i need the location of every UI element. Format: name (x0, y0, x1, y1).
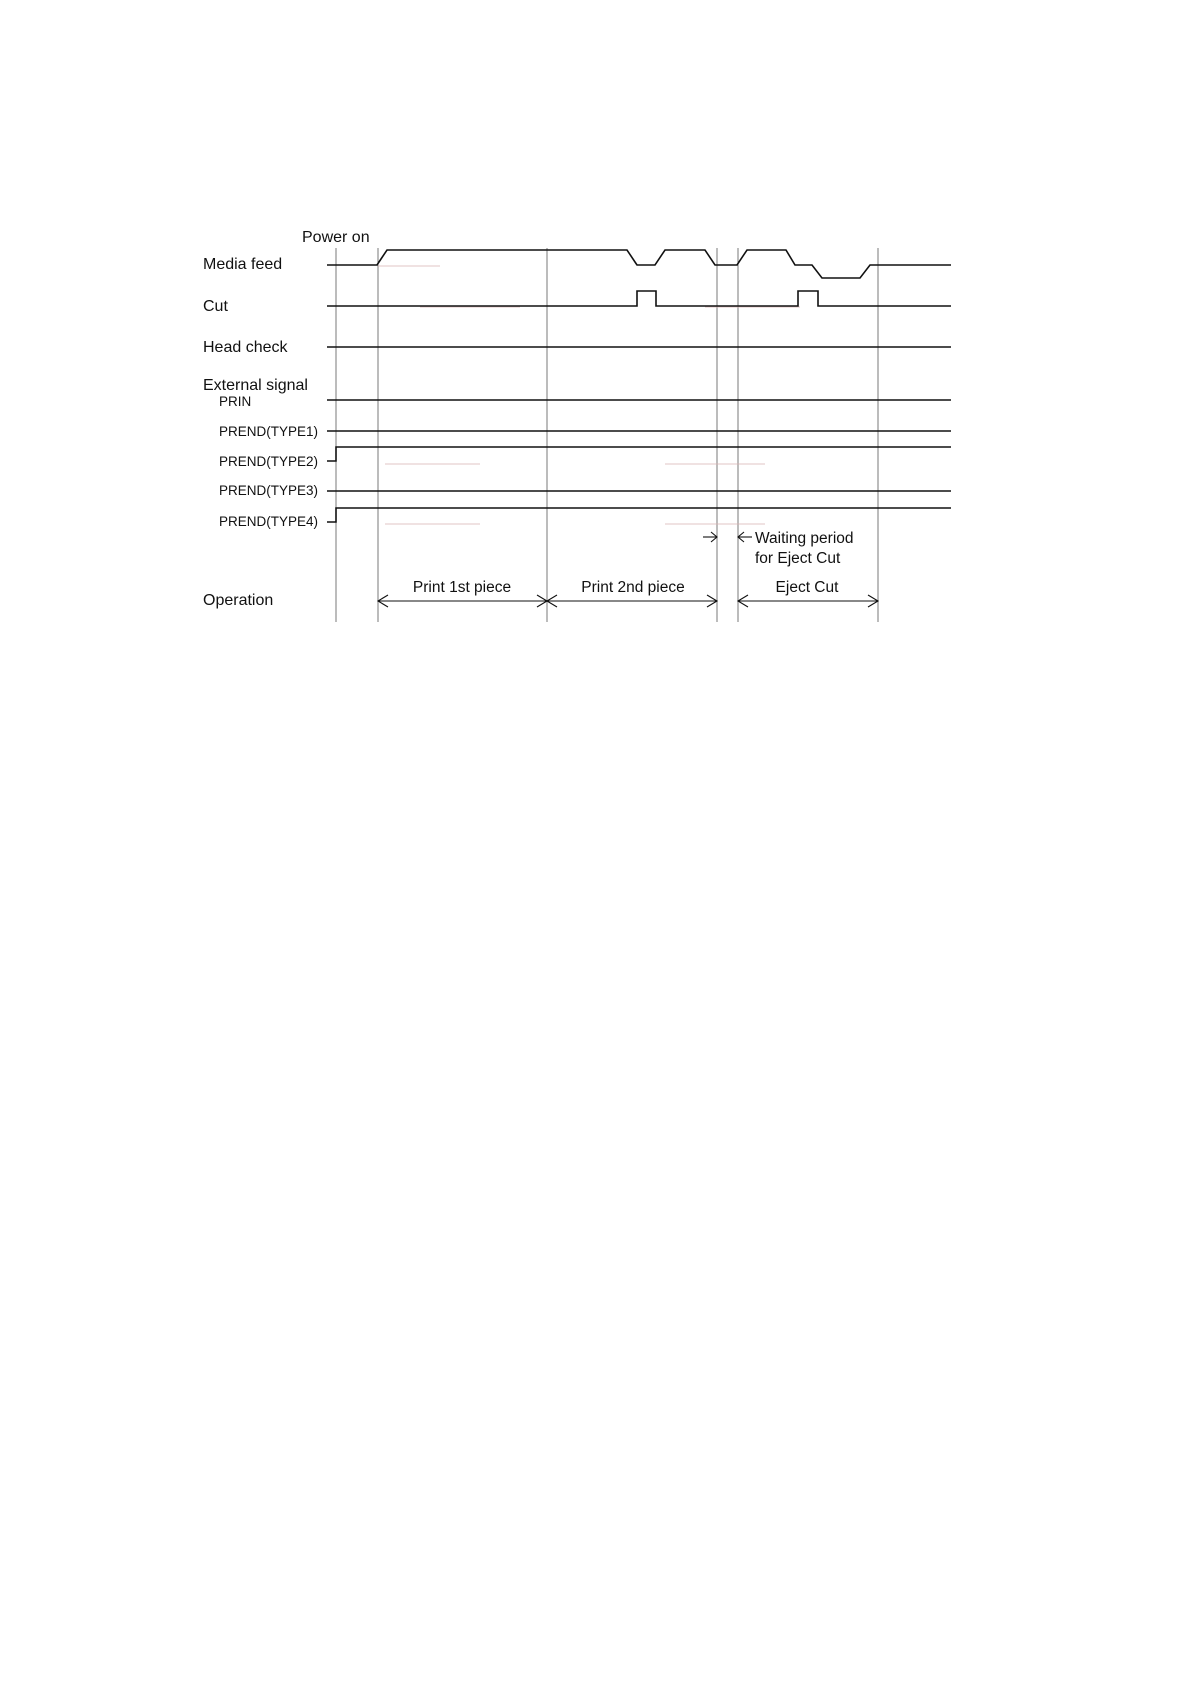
faint-traces (378, 266, 800, 524)
prend-type1-label: PREND(TYPE1) (219, 424, 319, 439)
waiting-period-text-1: Waiting period (755, 530, 854, 547)
print-2nd-piece-label: Print 2nd piece (581, 579, 685, 596)
power-on-label: Power on (302, 229, 370, 246)
external-signal-label: External signal (203, 377, 308, 394)
cut-waveform (327, 291, 951, 306)
operation-label: Operation (203, 592, 274, 609)
prend-type4-label: PREND(TYPE4) (219, 514, 319, 529)
head-check-label: Head check (203, 339, 288, 356)
print-1st-piece-label: Print 1st piece (412, 579, 512, 596)
prend-type4-waveform (327, 508, 951, 522)
operation-arrows (378, 595, 878, 607)
prend-type2-label: PREND(TYPE2) (219, 454, 319, 469)
media-feed-waveform (327, 250, 951, 278)
prend-type2-waveform (327, 447, 951, 461)
waveforms (327, 250, 951, 522)
eject-cut-label: Eject Cut (775, 579, 839, 596)
waiting-period-marker (703, 532, 752, 542)
waiting-period-text-2: for Eject Cut (755, 550, 841, 567)
cut-label: Cut (203, 298, 228, 315)
media-feed-label: Media feed (203, 256, 283, 273)
prin-label: PRIN (219, 394, 252, 409)
prend-type3-label: PREND(TYPE3) (219, 483, 319, 498)
